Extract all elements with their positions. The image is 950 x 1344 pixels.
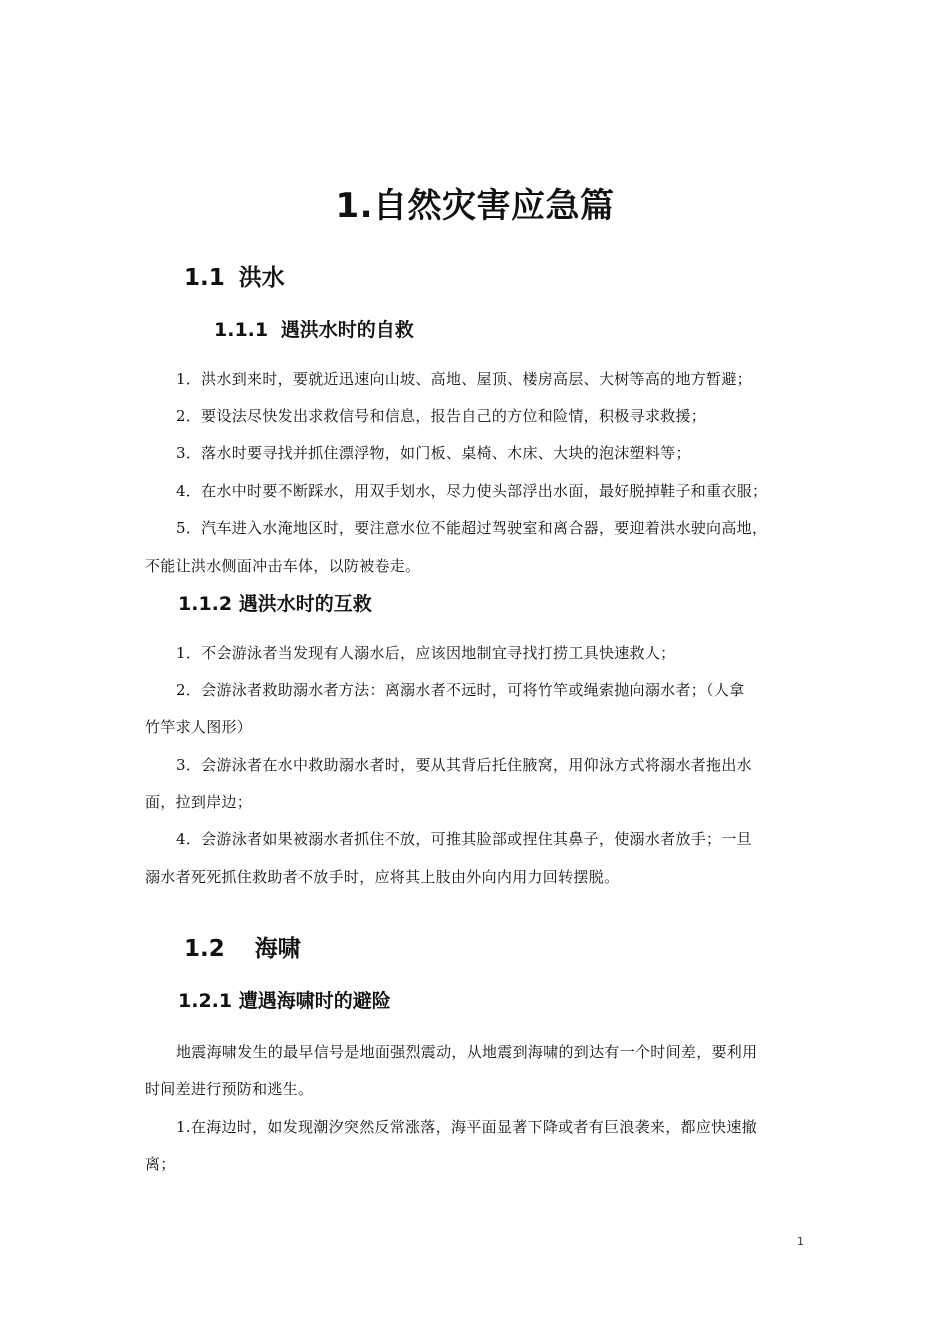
paragraph-line: 3．落水时要寻找并抓住漂浮物，如门板、桌椅、木床、大块的泡沫塑料等； (176, 444, 691, 462)
paragraph-line: 1．洪水到来时，要就近迅速向山坡、高地、屋顶、楼房高层、大树等高的地方暂避； (176, 370, 752, 388)
paragraph-line: 2．要设法尽快发出求救信号和信息，报告自己的方位和险情，积极寻求救援； (176, 407, 707, 425)
document-title: 1.自然灾害应急篇 (335, 186, 615, 226)
subsection-title: 遇洪水时的自救 (280, 319, 414, 341)
paragraph-line: 2．会游泳者救助溺水者方法：离溺水者不远时，可将竹竿或绳索抛向溺水者；（人拿 (176, 681, 745, 699)
section-number: 1.2 (184, 936, 225, 962)
page-number: 1 (797, 1235, 804, 1248)
section-heading-flood (184, 263, 285, 293)
paragraph-line: 4．会游泳者如果被溺水者抓住不放，可推其脸部或捏住其鼻子，使溺水者放手；一旦 (176, 830, 752, 848)
paragraph-line: 离； (145, 1155, 176, 1173)
paragraph-line: 地震海啸发生的最早信号是地面强烈震动，从地震到海啸的到达有一个时间差，要利用 (176, 1043, 758, 1061)
subsection-number: 1.1.1 (214, 319, 269, 341)
paragraph-line: 竹竿求人图形） (145, 718, 253, 736)
subsection-heading-avoidance: 1.2.1 遭遇海啸时的避险 (178, 990, 391, 1012)
section-title: 海啸 (254, 936, 301, 962)
section-title: 洪水 (238, 265, 285, 291)
paragraph-line: 4．在水中时要不断踩水，用双手划水，尽力使头部浮出水面，最好脱掉鞋子和重衣服； (176, 482, 768, 500)
paragraph-line: 面，拉到岸边； (145, 793, 253, 811)
paragraph-line: 3．会游泳者在水中救助溺水者时，要从其背后托住腋窝，用仰泳方式将溺水者拖出水 (176, 756, 752, 774)
paragraph-line: 1．不会游泳者当发现有人溺水后，应该因地制宜寻找打捞工具快速救人； (176, 644, 676, 662)
paragraph-line: 不能让洪水侧面冲击车体，以防被卷走。 (145, 557, 421, 575)
subsection-heading-mutual-rescue: 1.1.2 遇洪水时的互救 (178, 593, 372, 615)
paragraph-line: 1.在海边时，如发现潮汐突然反常涨落，海平面显著下降或者有巨浪袭来，都应快速撤 (176, 1118, 758, 1136)
section-number: 1.1 (184, 265, 225, 291)
paragraph-line: 5．汽车进入水淹地区时，要注意水位不能超过驾驶室和离合器，要迎着洪水驶向高地， (176, 519, 768, 537)
paragraph-line: 溺水者死死抓住救助者不放手时，应将其上肢由外向内用力回转摆脱。 (145, 868, 620, 886)
section-heading-tsunami (184, 934, 301, 964)
subsection-heading-self-rescue (214, 317, 414, 343)
paragraph-line: 时间差进行预防和逃生。 (145, 1080, 314, 1098)
